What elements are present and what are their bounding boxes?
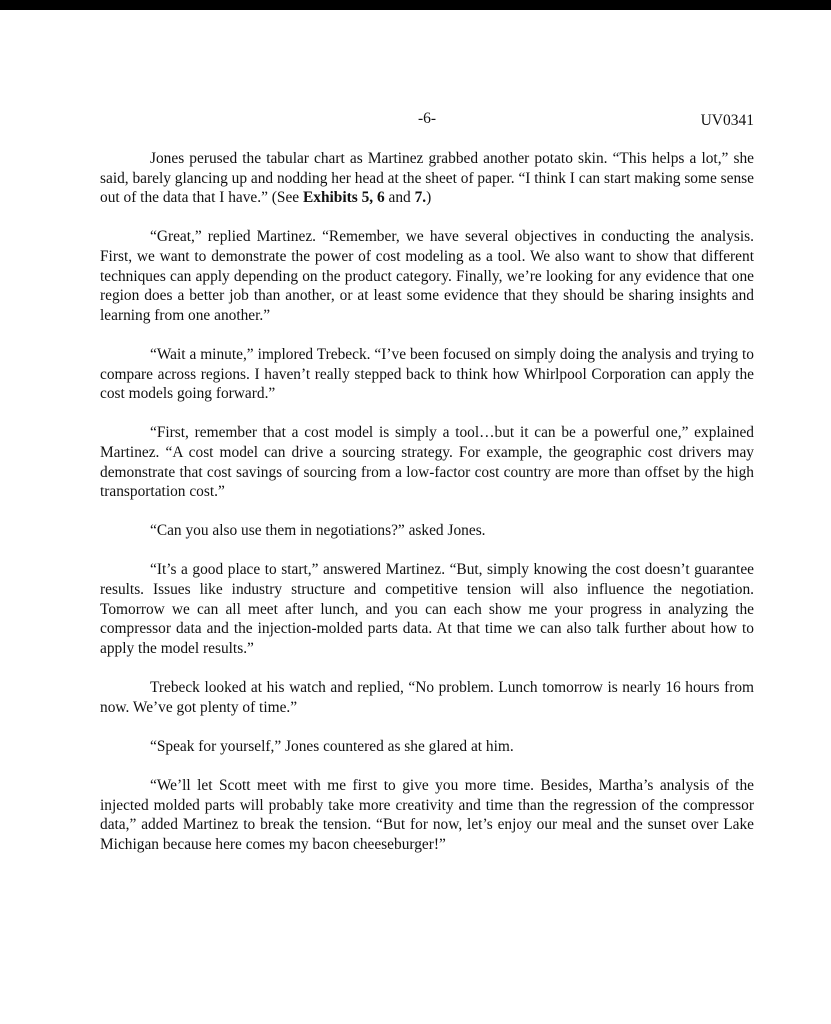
- paragraph-1-text-a: Jones perused the tabular chart as Martinez grabbed another potato skin. “This helps a lot,” she said, barely glancing up and nodding her head at the sheet of paper. “I think I can start making some sense out of the data that I have.” (See: [100, 150, 754, 207]
- paragraph-6: “It’s a good place to start,” answered Martinez. “But, simply knowing the cost doesn’t guarantee results. Issues like industry structure and competitive tension will also influence the negotiation. Tomorrow we can all meet after lunch, and you can each show me your progress in analyzing the compressor data and the injection-molded parts data. At that time we can also talk further about how to apply the model results.”: [100, 561, 754, 657]
- paragraph-7: Trebeck looked at his watch and replied, “No problem. Lunch tomorrow is nearly 16 hours from now. We’ve got plenty of time.”: [100, 679, 754, 716]
- paragraph-4: “First, remember that a cost model is simply a tool…but it can be a powerful one,” explained Martinez. “A cost model can drive a sourcing strategy. For example, the geographic cost drivers may demonstrate that cost savings of sourcing from a low-factor cost country are more than offset by the high transportation cost.”: [100, 424, 754, 501]
- paragraph-1: [100, 149, 754, 208]
- paragraph-3: “Wait a minute,” implored Trebeck. “I’ve been focused on simply doing the analysis and trying to compare across regions. I haven’t really stepped back to think how Whirlpool Corporation can apply the cost models going forward.”: [100, 345, 754, 403]
- paragraph-1-text-b: and: [384, 189, 415, 207]
- exhibit-reference-5-6: Exhibits 5, 6: [303, 189, 385, 207]
- paragraph-9: “We’ll let Scott meet with me first to give you more time. Besides, Martha’s analysis of the injected molded parts will probably take more creativity and time than the regression of the compressor data,” added Martinez to break the tension. “But for now, let’s enjoy our meal and the sunset over Lake Michigan because here comes my bacon cheeseburger!”: [100, 777, 754, 853]
- paragraph-5: “Can you also use them in negotiations?” asked Jones.: [150, 522, 486, 540]
- top-black-bar: [0, 0, 831, 10]
- exhibit-reference-7: 7.: [414, 189, 427, 207]
- page-header: [100, 110, 754, 132]
- document-body: [100, 149, 754, 854]
- paragraph-8: “Speak for yourself,” Jones countered as she glared at him.: [150, 737, 514, 755]
- page-number: -6-: [417, 110, 437, 127]
- document-code: UV0341: [700, 112, 754, 129]
- paragraph-1-text-c: ): [426, 189, 432, 207]
- paragraph-2: “Great,” replied Martinez. “Remember, we have several objectives in conducting the analysis. First, we want to demonstrate the power of cost modeling as a tool. We also want to show that different techniques can apply depending on the product category. Finally, we’re looking for any evidence that one region does a better job than another, or at least some evidence that they should be sharing insights and learning from one another.”: [100, 228, 754, 324]
